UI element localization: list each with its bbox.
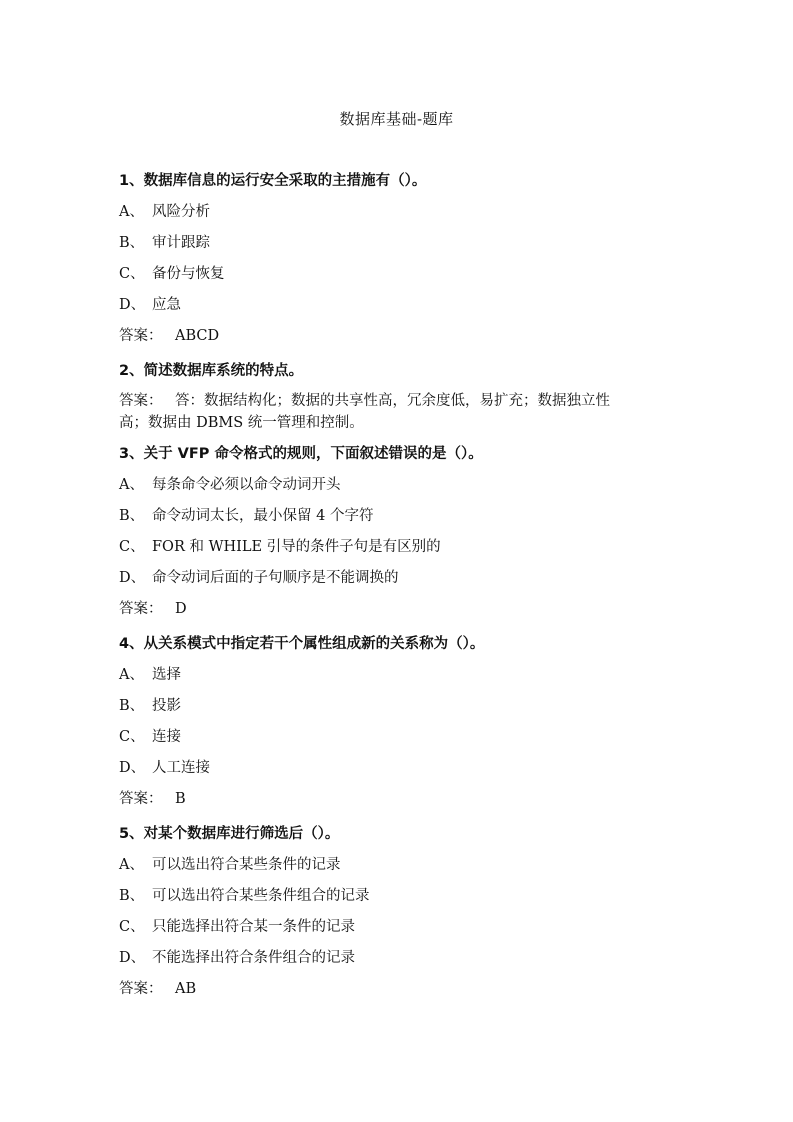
answer-value: ABCD bbox=[175, 328, 220, 344]
answer-line bbox=[119, 788, 679, 810]
option-text: 审计跟踪 bbox=[152, 235, 210, 251]
option-c bbox=[119, 263, 679, 285]
question-2 bbox=[119, 360, 679, 434]
option-text: 应急 bbox=[152, 297, 181, 313]
option-a bbox=[119, 854, 679, 876]
option-letter: B、 bbox=[119, 698, 145, 714]
option-letter: D、 bbox=[119, 570, 146, 586]
option-letter: D、 bbox=[119, 760, 146, 776]
answer-label: 答案： bbox=[119, 393, 163, 409]
option-b bbox=[119, 885, 679, 907]
question-stem: 3、关于 VFP 命令格式的规则，下面叙述错误的是（）。 bbox=[119, 446, 483, 462]
answer-value: B bbox=[175, 791, 186, 807]
option-text: FOR 和 WHILE 引导的条件子句是有区别的 bbox=[152, 539, 441, 555]
option-letter: C、 bbox=[119, 919, 145, 935]
option-letter: C、 bbox=[119, 539, 145, 555]
option-letter: C、 bbox=[119, 729, 145, 745]
answer-label: 答案： bbox=[119, 328, 163, 344]
option-b bbox=[119, 695, 679, 717]
option-text: 风险分析 bbox=[152, 204, 210, 220]
option-text: 投影 bbox=[152, 698, 181, 714]
option-d bbox=[119, 947, 679, 969]
option-letter: A、 bbox=[119, 477, 144, 493]
option-letter: A、 bbox=[119, 857, 144, 873]
option-b bbox=[119, 232, 679, 254]
question-stem: 2、简述数据库系统的特点。 bbox=[119, 363, 304, 379]
option-text: 选择 bbox=[152, 667, 181, 683]
answer-value: AB bbox=[175, 981, 197, 997]
option-text: 可以选出符合某些条件的记录 bbox=[152, 857, 341, 873]
option-d bbox=[119, 757, 679, 779]
option-a bbox=[119, 474, 679, 496]
option-text: 命令动词后面的子句顺序是不能调换的 bbox=[152, 570, 399, 586]
answer-text bbox=[119, 390, 679, 434]
answer-line-1: 答：数据结构化；数据的共享性高，冗余度低，易扩充；数据独立性 bbox=[175, 393, 610, 409]
option-d bbox=[119, 294, 679, 316]
question-1 bbox=[119, 170, 679, 347]
option-text: 每条命令必须以命令动词开头 bbox=[152, 477, 341, 493]
option-letter: C、 bbox=[119, 266, 145, 282]
answer-label: 答案： bbox=[119, 791, 163, 807]
answer-line bbox=[119, 598, 679, 620]
option-letter: B、 bbox=[119, 888, 145, 904]
option-b bbox=[119, 505, 679, 527]
option-text: 命令动词太长，最小保留 4 个字符 bbox=[152, 508, 374, 524]
option-a bbox=[119, 664, 679, 686]
question-stem: 5、对某个数据库进行筛选后（）。 bbox=[119, 826, 340, 842]
option-text: 只能选择出符合某一条件的记录 bbox=[152, 919, 355, 935]
option-letter: D、 bbox=[119, 297, 146, 313]
option-text: 不能选择出符合条件组合的记录 bbox=[152, 950, 355, 966]
option-text: 备份与恢复 bbox=[152, 266, 225, 282]
option-d bbox=[119, 567, 679, 589]
answer-label: 答案： bbox=[119, 981, 163, 997]
question-3 bbox=[119, 443, 679, 620]
option-letter: A、 bbox=[119, 667, 144, 683]
answer-line bbox=[119, 325, 679, 347]
option-a bbox=[119, 201, 679, 223]
question-4 bbox=[119, 633, 679, 810]
option-letter: D、 bbox=[119, 950, 146, 966]
answer-line bbox=[119, 978, 679, 1000]
option-c bbox=[119, 726, 679, 748]
question-stem: 1、数据库信息的运行安全采取的主措施有（）。 bbox=[119, 173, 427, 189]
option-letter: B、 bbox=[119, 235, 145, 251]
question-list bbox=[119, 170, 679, 1000]
option-c bbox=[119, 916, 679, 938]
answer-line-2: 高；数据由 DBMS 统一管理和控制。 bbox=[119, 415, 364, 431]
option-text: 连接 bbox=[152, 729, 181, 745]
option-letter: B、 bbox=[119, 508, 145, 524]
option-text: 人工连接 bbox=[152, 760, 210, 776]
answer-value: D bbox=[175, 601, 187, 617]
question-5 bbox=[119, 823, 679, 1000]
question-stem: 4、从关系模式中指定若干个属性组成新的关系称为（）。 bbox=[119, 636, 485, 652]
page-title: 数据库基础-题库 bbox=[339, 110, 454, 128]
option-text: 可以选出符合某些条件组合的记录 bbox=[152, 888, 370, 904]
option-c bbox=[119, 536, 679, 558]
option-letter: A、 bbox=[119, 204, 144, 220]
answer-label: 答案： bbox=[119, 601, 163, 617]
